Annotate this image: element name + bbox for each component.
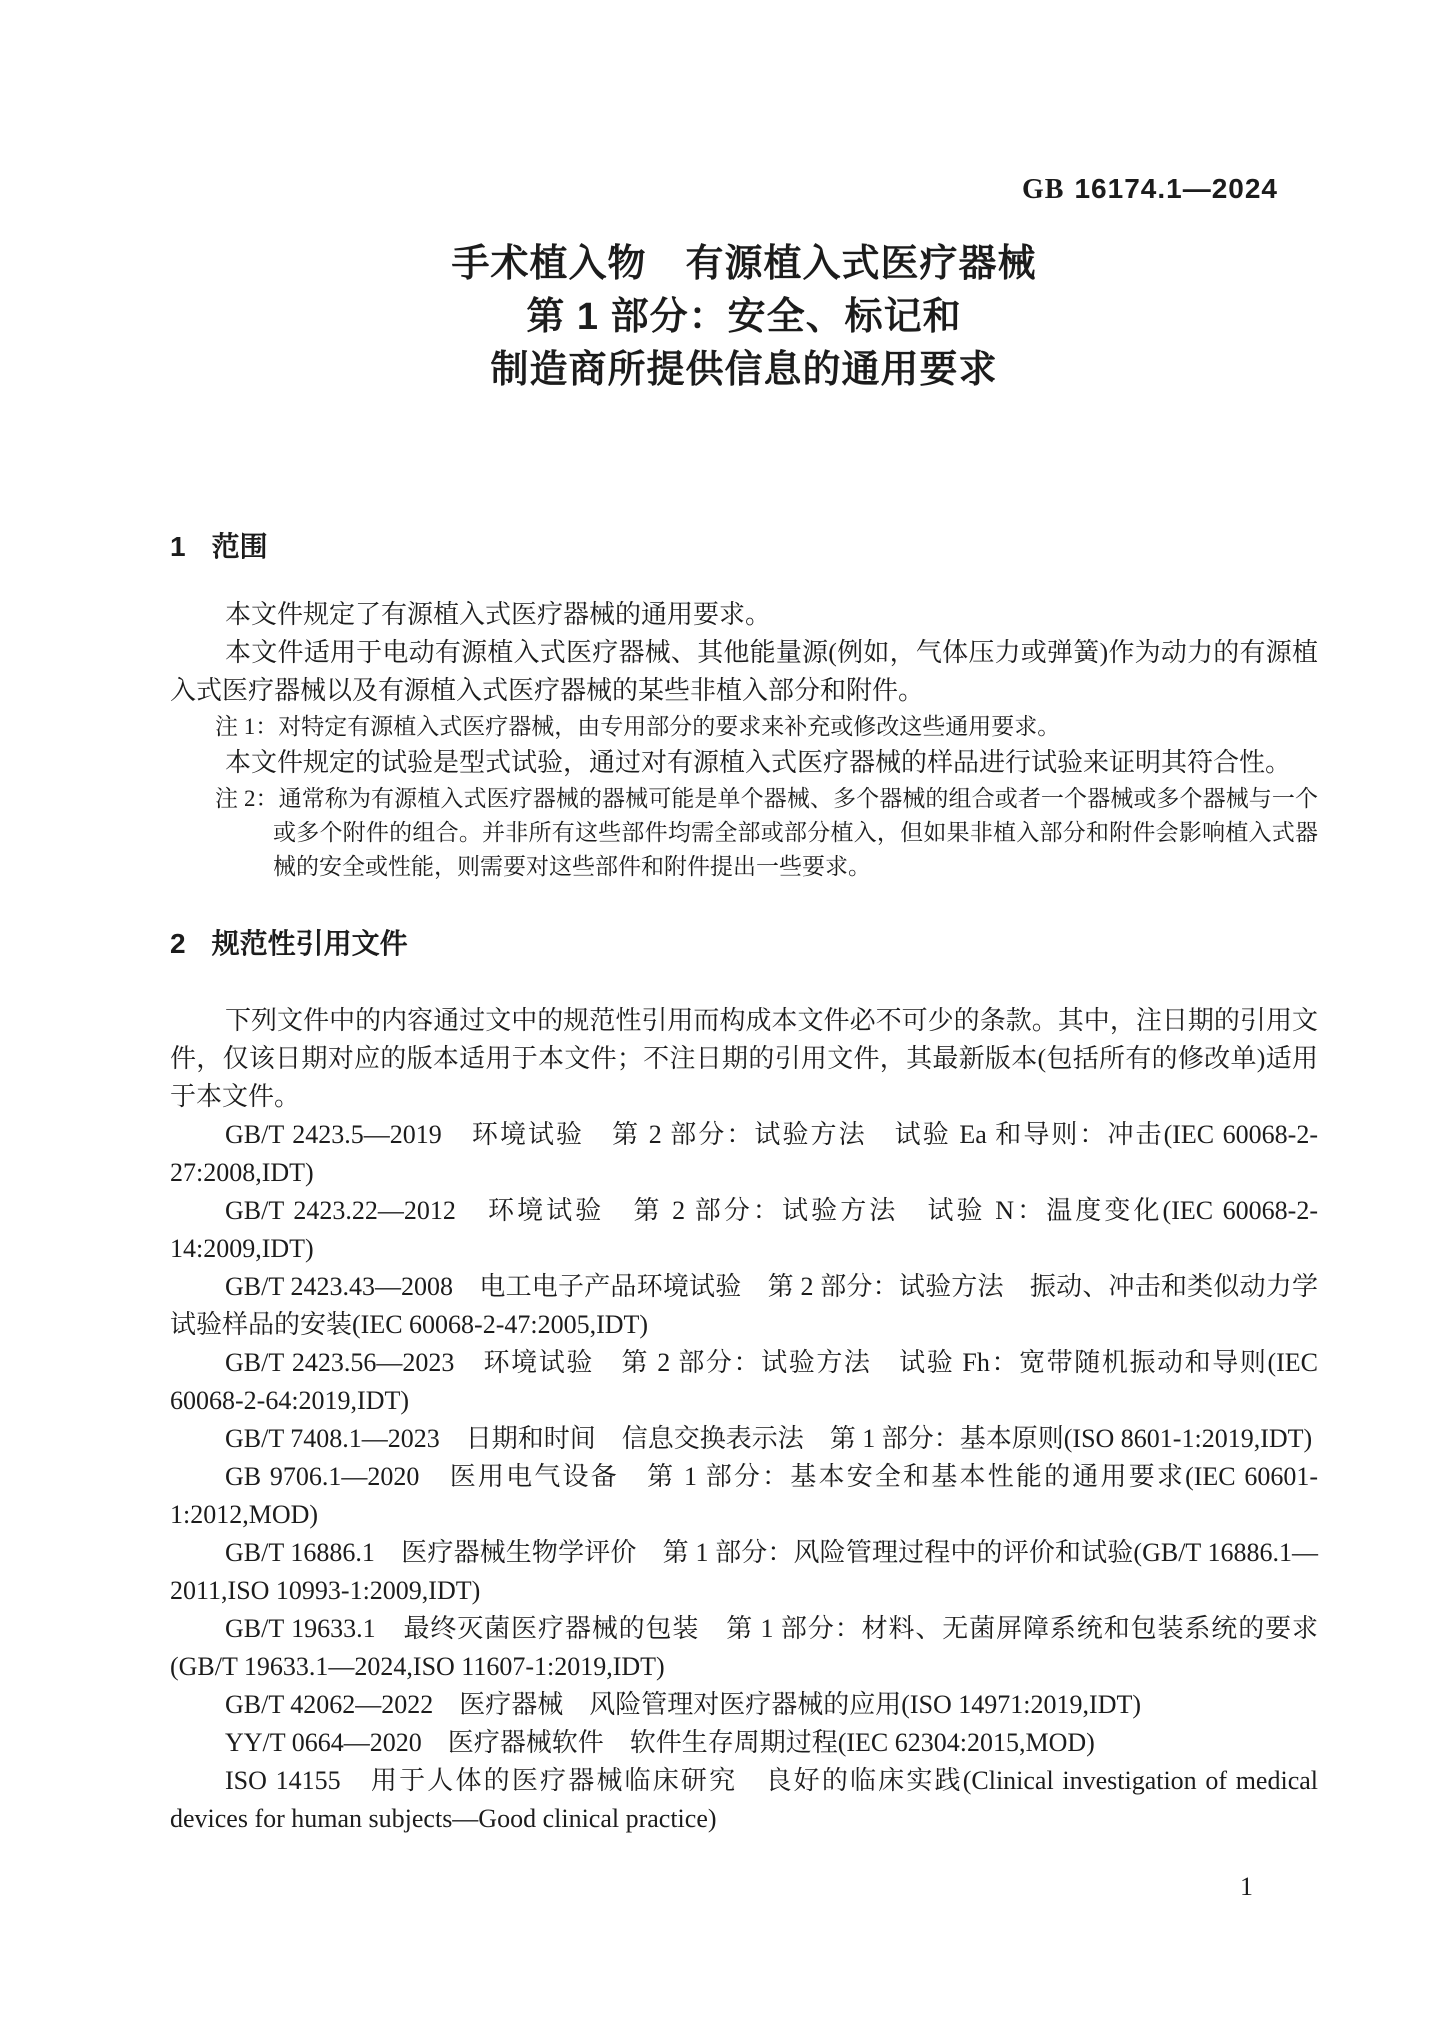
reference-item: GB 9706.1—2020 医用电气设备 第 1 部分：基本安全和基本性能的通用要求(IEC 60601-1:2012,MOD)	[170, 1462, 1318, 1529]
note-1-text: 对特定有源植入式医疗器械，由专用部分的要求来补充或修改这些通用要求。	[278, 714, 1061, 739]
reference-item: GB/T 2423.5—2019 环境试验 第 2 部分：试验方法 试验 Ea 和导则：冲击(IEC 60068-2-27:2008,IDT)	[170, 1120, 1318, 1187]
note-2-text: 通常称为有源植入式医疗器械的器械可能是单个器械、多个器械的组合或者一个器械或多个器械与一个或多个附件的组合。并非所有这些部件均需全部或部分植入，但如果非植入部分和附件会影响植入式器械的安全或性能，则需要对这些部件和附件提出一些要求。	[273, 786, 1319, 879]
paragraph: 下列文件中的内容通过文中的规范性引用而构成本文件必不可少的条款。其中，注日期的引用文件，仅该日期对应的版本适用于本文件；不注日期的引用文件，其最新版本(包括所有的修改单)适用于本文件。	[170, 1006, 1318, 1111]
section-2-heading	[170, 927, 1318, 961]
section-2-title: 规范性引用文件	[211, 928, 408, 959]
note-1	[215, 710, 1318, 744]
reference-item: GB/T 16886.1 医疗器械生物学评价 第 1 部分：风险管理过程中的评价和试验(GB/T 16886.1—2011,ISO 10993-1:2009,IDT)	[170, 1538, 1318, 1605]
page-number: 1	[1240, 1872, 1253, 1901]
section-1-number: 1	[170, 531, 186, 562]
title-line-1: 手术植入物 有源植入式医疗器械	[451, 243, 1037, 285]
reference-item: GB/T 7408.1—2023 日期和时间 信息交换表示法 第 1 部分：基本原则(ISO 8601-1:2019,IDT)	[225, 1424, 1313, 1453]
reference-item: YY/T 0664—2020 医疗器械软件 软件生存周期过程(IEC 62304:2015,MOD)	[225, 1728, 1095, 1757]
document-title	[170, 238, 1318, 397]
reference-item: GB/T 2423.56—2023 环境试验 第 2 部分：试验方法 试验 Fh：宽带随机振动和导则(IEC 60068-2-64:2019,IDT)	[170, 1348, 1318, 1415]
title-line-3: 制造商所提供信息的通用要求	[490, 349, 998, 391]
section-1-heading	[170, 530, 1318, 564]
references-list	[170, 1116, 1318, 1838]
standard-code-prefix: GB	[1022, 174, 1065, 205]
section-1-title: 范围	[211, 531, 268, 562]
standard-code-number: 16174.1—2024	[1074, 173, 1278, 204]
note-1-label: 注 1：	[215, 714, 279, 739]
section-2-number: 2	[170, 928, 186, 959]
paragraph: 本文件规定的试验是型式试验，通过对有源植入式医疗器械的样品进行试验来证明其符合性。	[225, 748, 1292, 777]
reference-item: GB/T 42062—2022 医疗器械 风险管理对医疗器械的应用(ISO 14971:2019,IDT)	[225, 1690, 1142, 1719]
running-header	[170, 172, 1318, 206]
paragraph: 本文件适用于电动有源植入式医疗器械、其他能量源(例如，气体压力或弹簧)作为动力的有源植入式医疗器械以及有源植入式医疗器械的某些非植入部分和附件。	[170, 638, 1318, 705]
section-1-body	[170, 596, 1318, 884]
paragraph: 本文件规定了有源植入式医疗器械的通用要求。	[225, 600, 772, 629]
title-line-2: 第 1 部分：安全、标记和	[526, 296, 962, 338]
reference-item: ISO 14155 用于人体的医疗器械临床研究 良好的临床实践(Clinical investigation of medical devices for human subjects—Good clinical practice)	[170, 1766, 1318, 1833]
reference-item: GB/T 19633.1 最终灭菌医疗器械的包装 第 1 部分：材料、无菌屏障系统和包装系统的要求(GB/T 19633.1—2024,ISO 11607-1:2019,IDT)	[170, 1614, 1318, 1681]
reference-item: GB/T 2423.22—2012 环境试验 第 2 部分：试验方法 试验 N：温度变化(IEC 60068-2-14:2009,IDT)	[170, 1196, 1318, 1263]
reference-item: GB/T 2423.43—2008 电工电子产品环境试验 第 2 部分：试验方法 振动、冲击和类似动力学试验样品的安装(IEC 60068-2-47:2005,IDT)	[170, 1272, 1318, 1339]
note-2-label: 注 2：	[215, 786, 279, 811]
note-2	[215, 782, 1318, 884]
section-2-intro	[170, 1002, 1318, 1116]
